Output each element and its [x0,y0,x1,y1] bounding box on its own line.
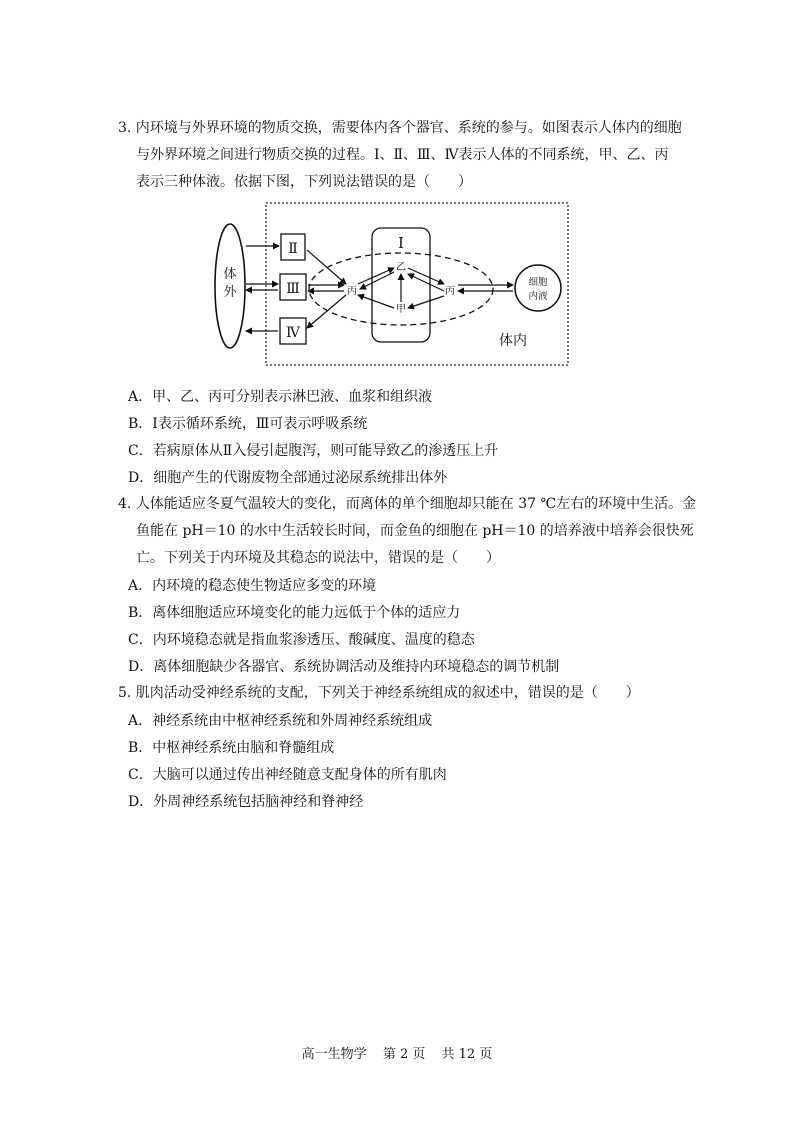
stem-line: 表示三种体液。依据下图，下列说法错误的是（ ） [136,174,472,190]
q5-option-b: B．中枢神经系统由脑和脊髓组成 [128,740,335,756]
question-4-stem [118,491,696,572]
fluid-jia-label: 甲 [396,304,406,315]
q4-option-c: C．内环境稳态就是指血浆渗透压、酸碱度、温度的稳态 [128,632,475,648]
fluid-bing-label: 丙 [347,286,357,297]
q3-option-b: B．Ⅰ表示循环系统，Ⅲ可表示呼吸系统 [128,416,368,432]
stem-line: 与外界环境之间进行物质交换的过程。Ⅰ、Ⅱ、Ⅲ、Ⅳ表示人体的不同系统，甲、乙、丙 [136,147,669,163]
q5-option-d: D．外周神经系统包括脑神经和脊神经 [128,794,364,810]
arrow-bing-right-jia [408,296,444,308]
stem-line: 5. 肌肉活动受神经系统的支配，下列关于神经系统组成的叙述中，错误的是（ ） [118,685,640,701]
q4-option-b: B．离体细胞适应环境变化的能力远低于个体的适应力 [128,605,461,621]
q3-option-d: D．细胞产生的代谢废物全部通过泌尿系统排出体外 [128,470,448,486]
q4-option-d: D．离体细胞缺少各器官、系统协调活动及维持内环境稳态的调节机制 [128,659,560,675]
stem-line: 鱼能在 pH＝10 的水中生活较长时间，而金鱼的细胞在 pH＝10 的培养液中培养会很快死 [136,523,694,539]
stem-line: 3. 内环境与外界环境的物质交换，需要体内各个器官、系统的参与。如图表示人体内的细胞 [118,120,682,136]
q3-option-c: C．若病原体从Ⅱ入侵引起腹泻，则可能导致乙的渗透压上升 [128,443,499,459]
footer-page: 第 2 页 [382,1047,426,1062]
question-5-stem [118,680,640,707]
page-footer [0,1043,794,1062]
q3-option-a: A．甲、乙、丙可分别表示淋巴液、血浆和组织液 [128,389,433,405]
arrow-bing-IV [307,295,346,328]
cell-fluid-circle [515,265,561,311]
q5-option-c: C．大脑可以通过传出神经随意支配身体的所有肌肉 [128,767,447,783]
body-fluid-exchange-diagram [208,198,578,374]
system-II-label: Ⅱ [288,241,298,257]
question-3-stem [118,115,682,196]
cell-fluid-label-2: 内液 [528,291,548,302]
arrow-jia-bing [358,295,394,308]
system-IV-label: Ⅳ [286,325,300,341]
fluid-bing-label-right: 丙 [445,286,455,297]
inside-body-label: 体内 [499,333,527,349]
stem-line: 亡。下列关于内环境及其稳态的说法中，错误的是（ ） [136,550,500,566]
outside-label-2: 外 [223,285,237,300]
fluid-yi-label: 乙 [396,262,406,273]
footer-subject: 高一生物学 [301,1047,367,1062]
outside-label-1: 体 [223,267,237,282]
system-I-label: Ⅰ [398,234,404,252]
system-III-label: Ⅲ [286,281,300,297]
cell-fluid-label-1: 细胞 [528,277,548,288]
q4-option-a: A．内环境的稳态使生物适应多变的环境 [128,578,377,594]
footer-total: 共 12 页 [441,1047,493,1062]
stem-line: 4. 人体能适应冬夏气温较大的变化，而离体的单个细胞却只能在 37 ℃左右的环境中生活。金 [118,496,697,512]
q5-option-a: A．神经系统由中枢神经系统和外周神经系统组成 [128,713,433,729]
